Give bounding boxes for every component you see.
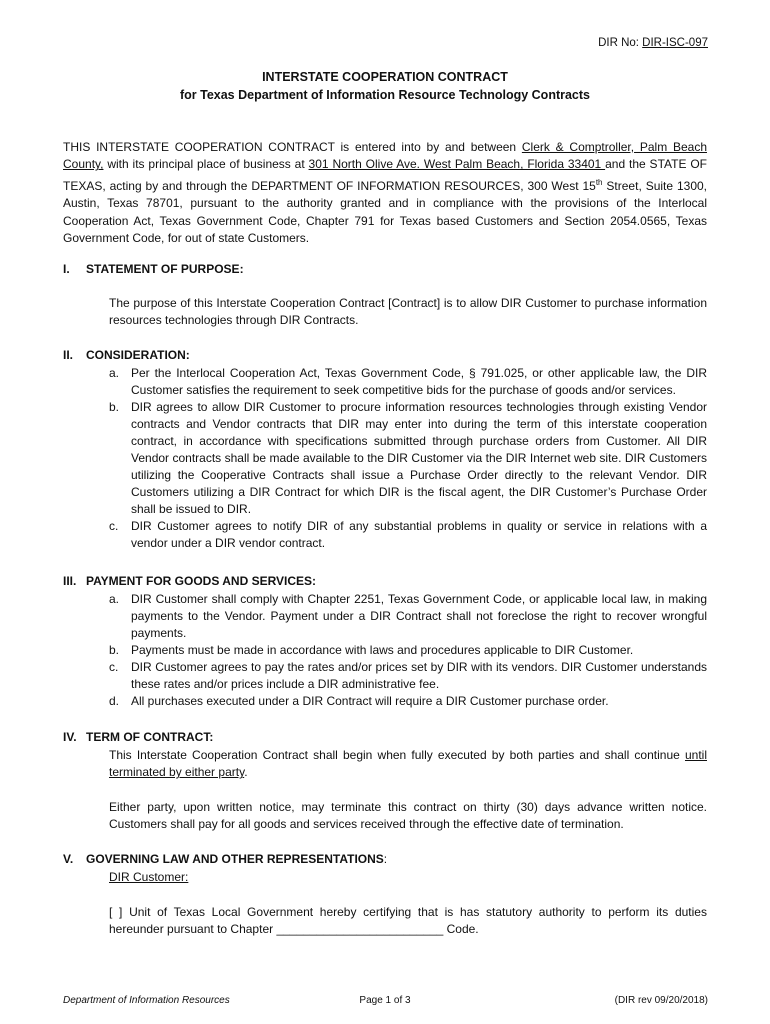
section-3-list: [109, 591, 707, 710]
list-marker: b.: [109, 643, 120, 657]
list-item: [109, 365, 707, 399]
option-checkbox[interactable]: [ ]: [109, 905, 123, 919]
section-5-title: GOVERNING LAW AND OTHER REPRESENTATIONS: [86, 852, 384, 866]
section-2-title: CONSIDERATION:: [86, 348, 190, 362]
section-5-heading: [63, 852, 387, 866]
section-1-heading: [63, 262, 244, 276]
list-item-text: DIR Customer agrees to notify DIR of any substantial problems in quality or service in relations with a vendor under a DIR vendor contract.: [131, 519, 707, 550]
list-marker: c.: [109, 660, 119, 674]
list-marker: c.: [109, 519, 119, 533]
document-subtitle: for Texas Department of Information Resource Technology Contracts: [179, 88, 591, 102]
section-4-paragraph-1: [109, 747, 707, 782]
list-item: [109, 399, 707, 518]
list-item-text: DIR agrees to allow DIR Customer to procure information resources technologies through existing Vendor contracts and Vendor contracts that DIR may enter into during the term of this interstate cooperation contract, in accordance with specifications submitted through purchase orders from Customer. All DIR Vendor contracts shall be made available to the DIR Customer via the DIR Internet web site. DIR Customers utilizing the Cooperative Contracts shall issue a Purchase Order directly to the relevant Vendor. DIR Customers utilizing a DIR Contract for which DIR is the fiscal agent, the DIR Customer’s Purchase Order shall be issued to DIR.: [131, 400, 707, 516]
section-3-title: PAYMENT FOR GOODS AND SERVICES:: [86, 574, 317, 588]
section-1-text: The purpose of this Interstate Cooperation Contract [Contract] is to allow DIR Customer to purchase information resources technologies through DIR Contracts.: [109, 296, 707, 328]
list-marker: a.: [109, 366, 120, 380]
list-item-text: Payments must be made in accordance with laws and procedures applicable to DIR Customer.: [131, 643, 634, 657]
option-text: Unit of Texas Local Government hereby certifying that is has statutory authority to perform its duties hereunder pursuant to Chapter _________________________ Code.: [109, 905, 707, 937]
list-item: [109, 642, 707, 659]
intro-rest: Street, Suite 1300, Austin, Texas 78701, pursuant to the authority granted and in compliance with the provisions of the Interlocal Cooperation Act, Texas Government Code, Chapter 791 for Texas based Customers and Section 2054.0565, Texas Government Code, for out of state Customers.: [63, 178, 708, 246]
intro-lead: THIS INTERSTATE COOPERATION CONTRACT is entered into by and between: [63, 140, 522, 154]
list-item-text: DIR Customer shall comply with Chapter 2251, Texas Government Code, or applicable local law, in making payments to the Vendor. Payment under a DIR Contract shall not foreclose the right to recover wrongful payments.: [131, 592, 707, 640]
list-item: [109, 693, 707, 710]
intro-paragraph: [63, 139, 707, 247]
footer-page-number: Page 1 of 3: [359, 995, 411, 1006]
intro-mid2: and the STATE OF TEXAS, acting by and through the DEPARTMENT OF INFORMATION RESOURCES, 300 West 15: [63, 157, 707, 193]
term-condition: until terminated by either party: [109, 748, 707, 780]
intro-mid1: with its principal place of business at: [103, 157, 309, 172]
local-government-option: [109, 904, 707, 939]
customer-address: 301 North Olive Ave. West Palm Beach, Florida 33401: [308, 157, 606, 172]
section-4-heading: [63, 730, 213, 744]
dir-customer-subheading: DIR Customer:: [109, 870, 189, 884]
list-item: [109, 659, 707, 693]
footer-revision: (DIR rev 09/20/2018): [614, 995, 708, 1006]
ordinal-suffix: th: [595, 177, 603, 187]
section-4-paragraph-2: Either party, upon written notice, may terminate this contract on thirty (30) days advance written notice. Customers shall pay for all goods and services received through the effective date of termination.: [109, 800, 707, 832]
dir-number-label: DIR No:: [598, 37, 643, 49]
section-5-colon: :: [383, 852, 388, 866]
term-end: .: [244, 765, 248, 780]
section-5-number: V.: [63, 852, 74, 866]
list-item: [109, 591, 707, 642]
section-2-number: II.: [63, 348, 74, 362]
list-marker: a.: [109, 592, 120, 606]
list-marker: b.: [109, 400, 120, 414]
list-marker: d.: [109, 694, 120, 708]
section-1-title: STATEMENT OF PURPOSE:: [86, 262, 244, 276]
term-lead: This Interstate Cooperation Contract shall begin when fully executed by both parties and shall continue: [109, 748, 685, 762]
dir-number-header: [598, 37, 708, 49]
section-4-title: TERM OF CONTRACT:: [86, 730, 214, 744]
section-2-list: [109, 365, 707, 552]
customer-name: Clerk & Comptroller, Palm Beach County,: [63, 140, 707, 172]
document-title: INTERSTATE COOPERATION CONTRACT: [262, 70, 508, 84]
section-3-heading: [63, 574, 316, 588]
footer-organization: Department of Information Resources: [63, 995, 230, 1006]
section-1-number: I.: [63, 262, 70, 276]
list-item: [109, 518, 707, 552]
section-3-number: III.: [63, 574, 77, 588]
list-item-text: Per the Interlocal Cooperation Act, Texas Government Code, § 791.025, or other applicable law, the DIR Customer satisfies the requirement to seek competitive bids for the purchase of goods and/or services.: [131, 366, 707, 397]
dir-number-value: DIR-ISC-097: [642, 37, 708, 49]
list-item-text: DIR Customer agrees to pay the rates and/or prices set by DIR with its vendors. DIR Customer understands these rates and/or prices include a DIR administrative fee.: [131, 660, 707, 691]
list-item-text: All purchases executed under a DIR Contract will require a DIR Customer purchase order.: [131, 694, 609, 708]
section-4-number: IV.: [63, 730, 77, 744]
section-2-heading: [63, 348, 190, 362]
